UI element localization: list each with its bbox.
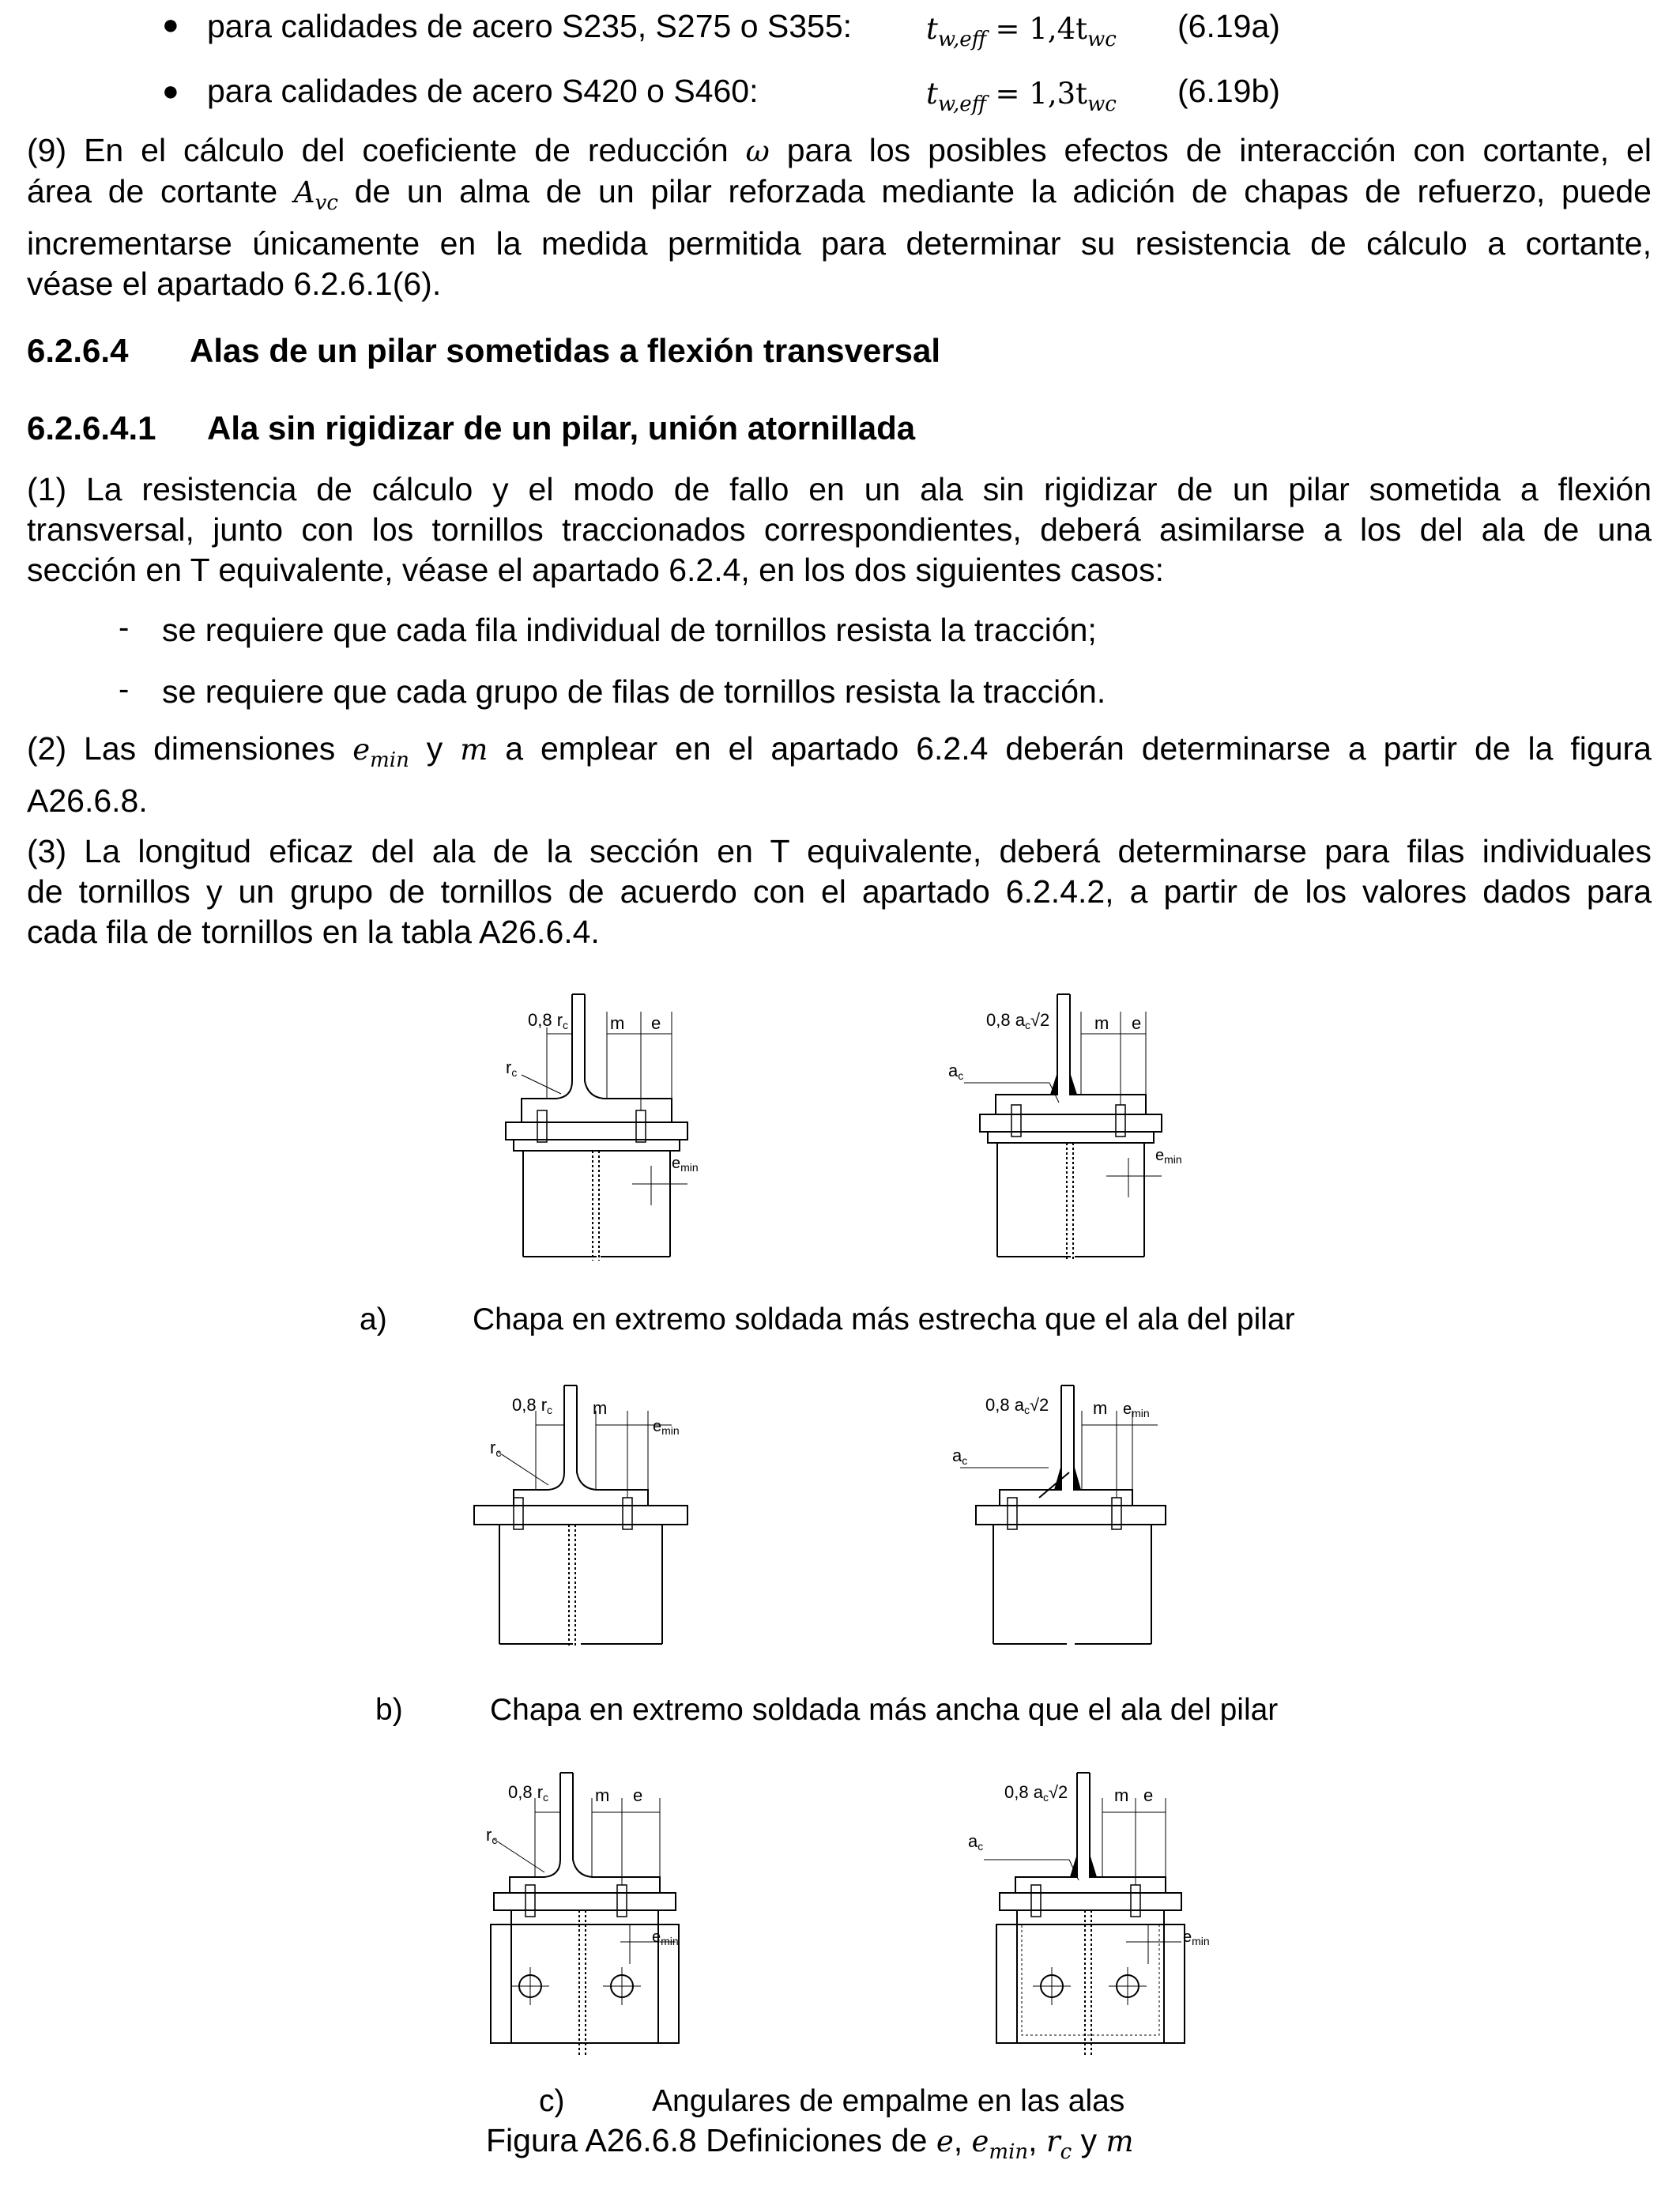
formula-6-19b: $t_{w,eff} = 1,3t_{wc}$ xyxy=(926,77,1117,117)
figure-c-left-rounded-column xyxy=(462,1766,699,2059)
equation-number-6-19b: (6.19b) xyxy=(1177,73,1280,109)
subcaption-a-letter: a) xyxy=(360,1302,387,1336)
figure-a-left-rounded-column xyxy=(474,988,699,1280)
dim-label-e: e xyxy=(651,1013,661,1033)
figure-a-right-welded-column xyxy=(948,988,1193,1280)
dim-label-ac: ac xyxy=(968,1831,984,1853)
paragraph-9: (9) En el cálculo del coeficiente de reducción ω para los posibles efectos de interacción con cortante, el área de cortante $A_{vc}$ de un alma de un pilar reforzada mediante la adición de chapas de refuerzo, puede incrementarse únicamente en la medida permitida para determinar su resistencia de cálculo a cortante, véase el apartado 6.2.6.1(6). xyxy=(27,132,1652,303)
section-title-6-2-6-4: Alas de un pilar sometidas a flexión transversal xyxy=(190,332,941,369)
figure-c-right-welded-column xyxy=(968,1766,1221,2059)
dim-label-m: m xyxy=(1093,1398,1108,1418)
subcaption-b-text: Chapa en extremo soldada más ancha que el ala del pilar xyxy=(490,1693,1279,1727)
bullet-icon: ● xyxy=(162,8,179,40)
bullet-text-1: para calidades de acero S235, S275 o S355: xyxy=(207,8,853,44)
equation-number-6-19a: (6.19a) xyxy=(1177,8,1280,44)
dim-label-rc: rc xyxy=(490,1438,502,1459)
dim-label-m: m xyxy=(610,1013,625,1033)
dim-label-08rc: 0,8 rc xyxy=(528,1010,569,1031)
dash-marker: - xyxy=(119,672,130,707)
dim-label-08ac-sqrt2: 0,8 ac√2 xyxy=(986,1010,1050,1031)
dim-label-ac: ac xyxy=(952,1446,968,1467)
figure-b-left-rounded-column xyxy=(466,1379,703,1664)
dim-label-emin: $e_{min}$ xyxy=(653,1418,680,1437)
formula-6-19a: $t_{w,eff} = 1,4t_{wc}$ xyxy=(926,12,1117,52)
paragraph-2: (2) Las dimensiones $e_{min}$ y m a emplear en el apartado 6.2.4 deberán determinarse a partir de la figura A26.6.8. xyxy=(27,730,1652,820)
subcaption-c-letter: c) xyxy=(539,2084,565,2118)
paragraph-1: (1) La resistencia de cálculo y el modo de fallo en un ala sin rigidizar de un pilar sometida a flexión transversal, junto con los tornillos traccionados correspondientes, deberá asimilarse a los del ala de una sección en T equivalente, véase el apartado 6.2.4, en los dos siguientes casos: xyxy=(27,471,1652,588)
dash-item-2: se requiere que cada grupo de filas de tornillos resista la tracción. xyxy=(162,673,1106,710)
dim-label-08ac-sqrt2: 0,8 ac√2 xyxy=(1004,1782,1068,1804)
subcaption-c-text: Angulares de empalme en las alas xyxy=(652,2084,1125,2118)
subcaption-b-letter: b) xyxy=(375,1693,403,1727)
section-number-6-2-6-4: 6.2.6.4 xyxy=(27,332,129,369)
dim-label-e: e xyxy=(1132,1013,1142,1033)
section-title-6-2-6-4-1: Ala sin rigidizar de un pilar, unión atornillada xyxy=(207,409,916,447)
dim-label-m: m xyxy=(1114,1785,1129,1805)
figure-b-right-welded-column xyxy=(944,1379,1181,1664)
dash-item-1: se requiere que cada fila individual de tornillos resista la tracción; xyxy=(162,612,1097,648)
dim-label-e: e xyxy=(1143,1785,1154,1805)
subcaption-a-text: Chapa en extremo soldada más estrecha que el ala del pilar xyxy=(473,1302,1295,1336)
dim-label-m: m xyxy=(1094,1013,1109,1033)
dim-label-rc: rc xyxy=(506,1057,518,1079)
dim-label-rc: rc xyxy=(486,1825,498,1846)
dim-label-08ac-sqrt2: 0,8 ac√2 xyxy=(985,1395,1049,1416)
figure-caption: Figura A26.6.8 Definiciones de e, $e_{min}$, $r_c$ y m xyxy=(486,2122,1134,2165)
dim-label-e: e xyxy=(633,1785,643,1805)
dim-label-emin: $e_{min}$ xyxy=(672,1155,699,1174)
dim-label-08rc: 0,8 rc xyxy=(512,1395,553,1416)
dim-label-emin: $e_{min}$ xyxy=(652,1928,679,1947)
dim-label-m: m xyxy=(593,1398,608,1418)
dim-label-emin: $e_{min}$ xyxy=(1155,1147,1182,1166)
dim-label-08rc: 0,8 rc xyxy=(508,1782,549,1804)
bullet-text-2: para calidades de acero S420 o S460: xyxy=(207,73,759,109)
dim-label-m: m xyxy=(595,1785,610,1805)
paragraph-3: (3) La longitud eficaz del ala de la sección en T equivalente, deberá determinarse para filas individuales de tornillos y un grupo de tornillos de acuerdo con el apartado 6.2.4.2, a partir de los valores dados para cada fila de tornillos en la tabla A26.6.4. xyxy=(27,833,1652,950)
bullet-icon: ● xyxy=(162,74,179,107)
dim-label-ac: ac xyxy=(948,1061,964,1082)
dim-label-emin: $e_{min}$ xyxy=(1183,1928,1210,1947)
dash-marker: - xyxy=(119,610,130,645)
dim-label-emin: $e_{min}$ xyxy=(1123,1400,1150,1419)
section-number-6-2-6-4-1: 6.2.6.4.1 xyxy=(27,409,156,447)
